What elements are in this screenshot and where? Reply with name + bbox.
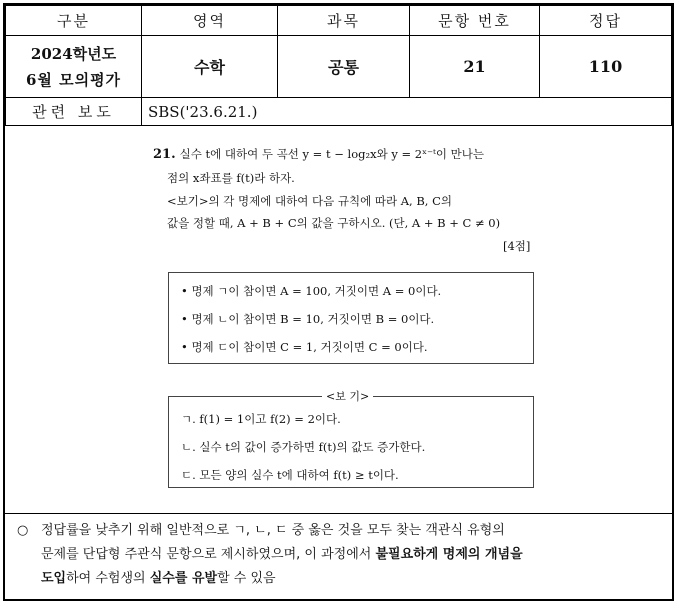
bogi-box bbox=[168, 396, 534, 488]
exam-name bbox=[6, 36, 142, 98]
review-sheet bbox=[3, 3, 674, 601]
problem-line1-text: 실수 t에 대하여 두 곡선 y = t − log₂x와 y = 2ˣ⁻ᵗ이 만나는 bbox=[179, 147, 484, 161]
header-subject: 과목 bbox=[278, 6, 410, 36]
header-row bbox=[6, 6, 672, 36]
exam-question-number: 21 bbox=[410, 36, 540, 98]
comment-area bbox=[5, 514, 672, 586]
comment-line3 bbox=[41, 568, 276, 590]
rules-box bbox=[168, 272, 534, 364]
rule-c: • 명제 ㄷ이 참이면 C = 1, 거짓이면 C = 0이다. bbox=[181, 340, 428, 354]
problem-line1 bbox=[153, 146, 484, 162]
exam-name-line1: 2024학년도 bbox=[30, 44, 117, 63]
comment-line3-emphasis-2: 실수를 유발 bbox=[149, 571, 218, 586]
exam-area: 수학 bbox=[142, 36, 278, 98]
related-label: 관련 보도 bbox=[6, 98, 142, 126]
bogi-item-1: ㄱ. f(1) = 1이고 f(2) = 2이다. bbox=[181, 412, 341, 426]
problem-line2: 점의 x좌표를 f(t)라 하자. bbox=[167, 171, 295, 185]
related-row bbox=[6, 98, 672, 126]
header-table bbox=[5, 5, 672, 126]
comment-line3-emphasis-1: 도입 bbox=[41, 571, 67, 586]
exam-answer: 110 bbox=[540, 36, 672, 98]
bogi-label: <보 기> bbox=[322, 388, 373, 404]
comment-line3-d: 할 수 있음 bbox=[217, 571, 276, 586]
problem-area bbox=[5, 126, 672, 514]
comment-line2 bbox=[41, 544, 523, 566]
bogi-item-3: ㄷ. 모든 양의 실수 t에 대하여 f(t) ≥ t이다. bbox=[181, 468, 399, 482]
problem-points: [4점] bbox=[503, 239, 531, 253]
bogi-item-2: ㄴ. 실수 t의 값이 증가하면 f(t)의 값도 증가한다. bbox=[181, 440, 426, 454]
problem-line4: 값을 정할 때, A + B + C의 값을 구하시오. (단, A + B + C ≠ 0) bbox=[167, 216, 501, 230]
comment-line2-a: 문제를 단답형 주관식 문항으로 제시하였으며, 이 과정에서 bbox=[41, 547, 376, 562]
comment-line1: 정답률을 낮추기 위해 일반적으로 ㄱ, ㄴ, ㄷ 중 옳은 것을 모두 찾는 객관식 유형의 bbox=[41, 523, 505, 538]
rule-b: • 명제 ㄴ이 참이면 B = 10, 거짓이면 B = 0이다. bbox=[181, 312, 435, 326]
comment-line3-b: 하여 수험생의 bbox=[66, 571, 150, 586]
header-category: 구분 bbox=[6, 6, 142, 36]
problem-line3: <보기>의 각 명제에 대하여 다음 규칙에 따라 A, B, C의 bbox=[167, 194, 452, 208]
problem-number: 21. bbox=[153, 147, 176, 162]
related-value: SBS('23.6.21.) bbox=[142, 98, 672, 126]
exam-row bbox=[6, 36, 672, 98]
exam-subject: 공통 bbox=[278, 36, 410, 98]
rule-a: • 명제 ㄱ이 참이면 A = 100, 거짓이면 A = 0이다. bbox=[181, 284, 442, 298]
header-question-number: 문항 번호 bbox=[410, 6, 540, 36]
exam-name-line2: 6월 모의평가 bbox=[25, 70, 122, 89]
header-answer: 정답 bbox=[540, 6, 672, 36]
comment-bullet: ○ bbox=[17, 523, 29, 538]
header-area: 영역 bbox=[142, 6, 278, 36]
comment-line2-emphasis: 불필요하게 명제의 개념을 bbox=[375, 547, 523, 562]
